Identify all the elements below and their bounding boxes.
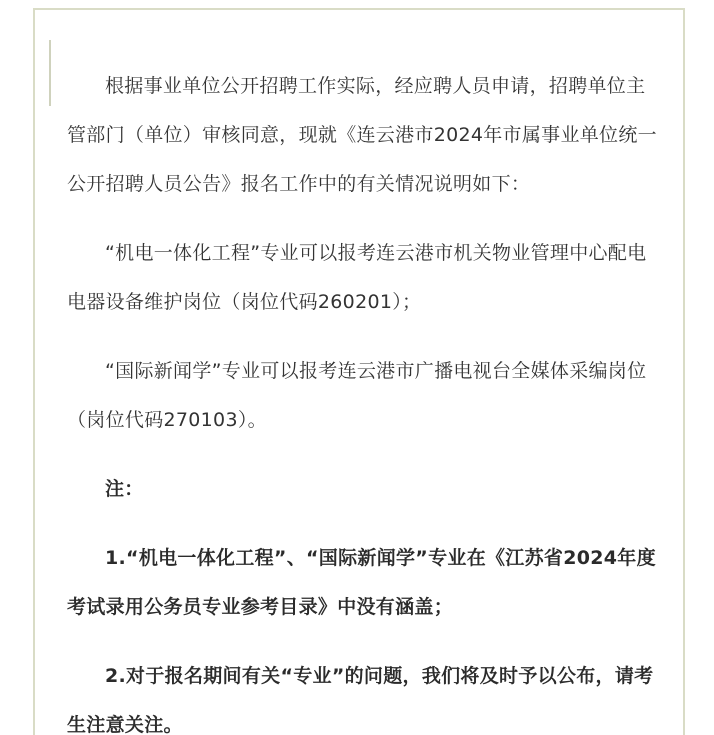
notes-heading: 注： [105, 478, 144, 500]
article-body [67, 62, 657, 735]
intro-paragraph: 根据事业单位公开招聘工作实际，经应聘人员申请，招聘单位主管部门（单位）审核同意，现就《连云港市2024年市属事业单位统一公开招聘人员公告》报名工作中的有关情况说明如下： [67, 75, 657, 195]
item-1-paragraph: “机电一体化工程”专业可以报考连云港市机关物业管理中心配电电器设备维护岗位（岗位代码260201）； [67, 242, 647, 313]
note-1-paragraph: 1.“机电一体化工程”、“国际新闻学”专业在《江苏省2024年度考试录用公务员专业参考目录》中没有涵盖； [67, 547, 656, 618]
note-2-paragraph: 2.对于报名期间有关“专业”的问题，我们将及时予以公布，请考生注意关注。 [67, 665, 654, 735]
item-2-paragraph: “国际新闻学”专业可以报考连云港市广播电视台全媒体采编岗位（岗位代码270103）。 [67, 360, 647, 431]
quote-accent-line [49, 40, 51, 106]
